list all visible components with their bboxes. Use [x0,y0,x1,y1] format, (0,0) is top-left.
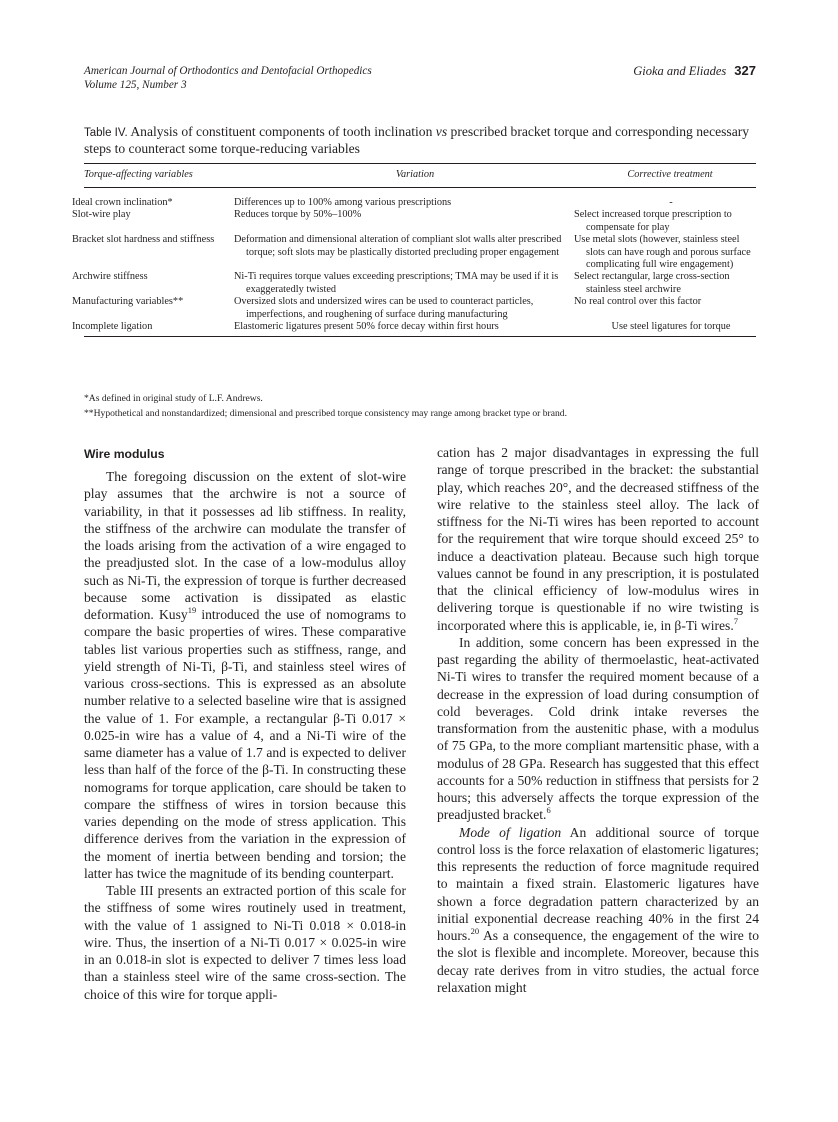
cell-variable: Ideal crown inclination* [72,197,173,208]
table-row [84,296,756,321]
paragraph: Table III presents an extracted portion of this scale for the stiffness of some wires routinely used in treatment, with the value of 1 assigned to Ni-Ti 0.018 × 0.018-in wire. Thus, the insertion of a Ni-Ti 0.017 × 0.025-in wire in an 0.018-in slot is expected to deliver 7 times less load than a stainless steel wire of the same cross-section. The choice of this wire for torque appli- [84,883,406,1002]
citation-ref: 19 [187,605,197,615]
left-column [84,444,406,1003]
table-label: Table IV. [84,127,128,139]
cell-treatment: No real control over this factor [574,296,702,308]
cell-treatment: Select increased torque prescription to compensate for play [574,209,732,233]
table-footnotes [84,391,756,421]
citation-ref: 7 [733,615,738,626]
citation-ref: 6 [546,805,551,816]
page-header-right [633,64,756,78]
column-header-variation: Variation [246,164,584,188]
cell-variation: Reduces torque by 50%–100% [234,209,362,221]
authors: Gioka and Eliades [633,64,727,78]
column-header-variables: Torque-affecting variables [84,164,246,188]
run-in-heading: Mode of ligation [459,824,562,840]
running-head [84,64,756,92]
table-caption: Table IV. Analysis of constituent components of tooth inclination vs prescribed bracket torque and corresponding necessary steps to counteract some torque-reducing variables [84,124,750,156]
cell-variable: Bracket slot hardness and stiffness [72,234,215,246]
paragraph: The foregoing discussion on the extent of slot-wire play assumes that the archwire is not a source of variability, in that it possesses ad lib stiffness. In reality, the stiffness of the archwire can modulate the transfer of the loads arising from the activation of a wire engaged to the preadjusted slot. In the case of a low-modulus alloy such as Ni-Ti, the expression of torque is further decreased because some activation is dissipated as elastic deformation. Kusy$^{19}$ introduced the use of nomograms to compare the basic properties of wires. These comparative tables list various properties such as stiffness, range, and yield strength of Ni-Ti, β-Ti, and stainless steel wires of various cross-sections. This is expressed as an absolute number relative to a selected baseline wire that is assigned the value of 1. For example, a rectangular β-Ti 0.017 × 0.025-in wire has a value of 4, and a Ni-Ti wire of the same diameter has a value of 1.7 and is expected to deliver less than half of the force of the β-Ti. In constructing these nomograms for torque application, care should be taken to compare the stiffness of wires in torsion because this varies depending on the mode of stress application. This difference derives from the variation in the expression of the moment of inertia between bending and torsion; the latter has twice the magnitude of its bending counterpart. [84,469,406,881]
table-row [84,234,756,271]
paragraph: Mode of ligation An additional source of torque control loss is the force relaxation of elastomeric ligatures; this represents the reduction of force magnitude required to maintain a fixed strain. Elastomeric ligatures have shown a force degradation pattern characterized by an initial exponential decrease reaching 40% in the first 24 hours.$^{20}$ As a consequence, the engagement of the wire to the slot is flexible and incomplete. Moreover, because this decay rate derives from in vitro studies, the actual force relaxation might [437,824,759,995]
cell-variable: Incomplete ligation [84,321,246,337]
cell-treatment: Use metal slots (however, stainless steel slots can have rough and porous surface complicating full wire engagement) [574,234,751,271]
table-header-row [84,164,756,188]
section-heading: Wire modulus [84,447,165,461]
paragraph: In addition, some concern has been expressed in the past regarding the ability of thermoelastic, heat-activated Ni-Ti wires to transfer the required moment because of a decrease in the expression of load during consumption of cold beverages. Cold drink intake reverses the transformation from the austenitic phase, with a modulus of 75 GPa, to the more compliant martensitic phase, with a modulus of 28 GPa. Research has suggested that this effect accounts for a 50% reduction in stiffness that persists for 2 hours; this adversely affects the torque expression of the preadjusted bracket.$^6$ [437,634,759,823]
footnote: *As defined in original study of L.F. Andrews. [84,393,263,404]
cell-variable: Manufacturing variables** [72,296,184,308]
paragraph: cation has 2 major disadvantages in expressing the full range of torque prescribed in the bracket: the substantial play, which reaches 20°, and the decreased stiffness of the wire relative to the stainless steel alloy. The lack of stiffness for the Ni-Ti wires has been reported to account for the requirement that wire torque should exceed 25° to induce a deactivation plateau. Because such high torque values cannot be found in any prescription, it is postulated that the clinical efficiency of low-modulus wires in delivering torque is questionable if no wire twisting is incorporated where this is applicable, ie, in β-Ti wires.$^7$ [437,445,759,633]
cell-variation: Differences up to 100% among various prescriptions [234,197,452,208]
journal-title: American Journal of Orthodontics and Dentofacial Orthopedics [84,65,372,77]
table-row [84,321,756,337]
table-iv [72,163,756,337]
citation-ref: 20 [470,926,480,936]
table-row [84,188,756,210]
cell-treatment: Select rectangular, large cross-section stainless steel archwire [574,271,730,295]
right-column [437,444,759,996]
cell-variation: Deformation and dimensional alteration of compliant slot walls alter prescribed torque; soft slots may be plastically distorted precluding proper engagement [234,234,562,258]
cell-treatment: Use steel ligatures for torque [584,321,756,337]
cell-variation: Ni-Ti requires torque values exceeding prescriptions; TMA may be used if it is exaggeratedly twisted [234,271,559,295]
page-number: 327 [734,63,756,78]
table-row [84,271,756,296]
cell-treatment: - [669,197,673,208]
footnote: **Hypothetical and nonstandardized; dimensional and prescribed torque consistency may range among bracket type or brand. [84,408,567,419]
journal-volume: Volume 125, Number 3 [84,79,187,91]
cell-variation: Oversized slots and undersized wires can be used to counteract particles, imperfections, and roughening of surface during manufacturing [234,296,534,320]
cell-variation: Elastomeric ligatures present 50% force decay within first hours [246,321,584,337]
table-row [84,209,756,234]
cell-variable: Slot-wire play [72,209,131,221]
column-header-treatment: Corrective treatment [584,164,756,188]
cell-variable: Archwire stiffness [72,271,148,283]
